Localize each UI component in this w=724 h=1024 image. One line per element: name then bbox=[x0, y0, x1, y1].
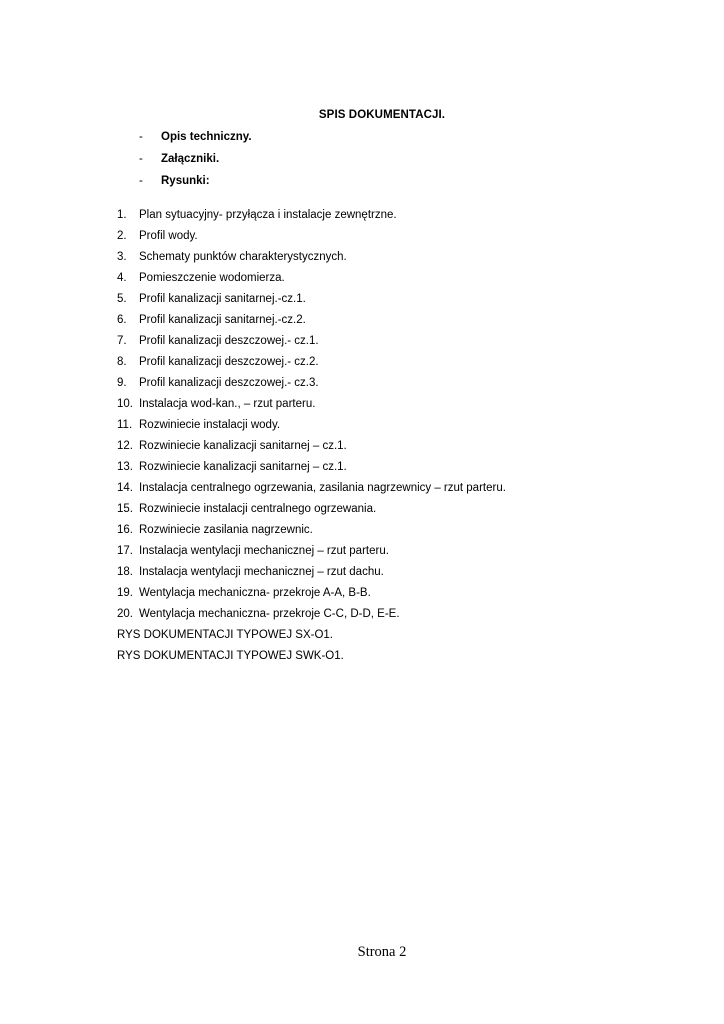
item-label: Pomieszczenie wodomierza. bbox=[139, 272, 285, 284]
item-number: 6. bbox=[117, 314, 127, 326]
dash: - bbox=[139, 131, 143, 143]
item-label: Instalacja wod-kan., – rzut parteru. bbox=[139, 398, 316, 410]
drawing-item bbox=[117, 585, 506, 606]
item-number: 4. bbox=[117, 272, 127, 284]
item-number: 10. bbox=[117, 398, 133, 410]
item-number: 13. bbox=[117, 461, 133, 473]
drawing-item bbox=[117, 438, 506, 459]
item-number: 16. bbox=[117, 524, 133, 536]
item-label: Rozwiniecie kanalizacji sanitarnej – cz.1. bbox=[139, 440, 347, 452]
dash: - bbox=[139, 175, 143, 187]
drawing-item bbox=[117, 396, 506, 417]
drawing-item bbox=[117, 522, 506, 543]
item-label: Profil kanalizacji sanitarnej.-cz.2. bbox=[139, 314, 306, 326]
drawing-item bbox=[117, 543, 506, 564]
item-label: Wentylacja mechaniczna- przekroje A-A, B-B. bbox=[139, 587, 371, 599]
item-number: 2. bbox=[117, 230, 127, 242]
item-label: Rozwiniecie instalacji wody. bbox=[139, 419, 281, 431]
drawing-item bbox=[117, 312, 506, 333]
item-number: 8. bbox=[117, 356, 127, 368]
item-label: Instalacja centralnego ogrzewania, zasilania nagrzewnicy – rzut parteru. bbox=[139, 482, 506, 494]
drawing-item bbox=[117, 270, 506, 291]
item-label: Rozwiniecie zasilania nagrzewnic. bbox=[139, 524, 313, 536]
drawing-item bbox=[117, 606, 506, 627]
item-number: 14. bbox=[117, 482, 133, 494]
drawing-item bbox=[117, 417, 506, 438]
section-label: Załączniki. bbox=[161, 153, 220, 165]
section-item bbox=[139, 151, 252, 173]
item-number: 11. bbox=[117, 419, 133, 431]
item-label: Instalacja wentylacji mechanicznej – rzut parteru. bbox=[139, 545, 389, 557]
drawing-item bbox=[117, 375, 506, 396]
section-item bbox=[139, 173, 252, 195]
item-number: 18. bbox=[117, 566, 133, 578]
item-number: 9. bbox=[117, 377, 127, 389]
item-number: 20. bbox=[117, 608, 133, 620]
drawing-item bbox=[117, 228, 506, 249]
page-title: SPIS DOKUMENTACJI. bbox=[318, 109, 446, 121]
section-label: Opis techniczny. bbox=[161, 131, 252, 143]
drawing-item bbox=[117, 459, 506, 480]
drawing-item bbox=[117, 501, 506, 522]
item-number: 5. bbox=[117, 293, 127, 305]
item-label: Profil wody. bbox=[139, 230, 198, 242]
item-number: 15. bbox=[117, 503, 133, 515]
item-label: Profil kanalizacji deszczowej.- cz.3. bbox=[139, 377, 319, 389]
item-label: Profil kanalizacji sanitarnej.-cz.1. bbox=[139, 293, 306, 305]
item-label: Rozwiniecie kanalizacji sanitarnej – cz.1. bbox=[139, 461, 347, 473]
item-number: 12. bbox=[117, 440, 133, 452]
drawing-item bbox=[117, 291, 506, 312]
drawing-list bbox=[117, 207, 506, 669]
drawing-item bbox=[117, 249, 506, 270]
dash: - bbox=[139, 153, 143, 165]
item-number: 17. bbox=[117, 545, 133, 557]
item-number: 19. bbox=[117, 587, 133, 599]
item-label: Plan sytuacyjny- przyłącza i instalacje zewnętrzne. bbox=[139, 209, 397, 221]
item-number: 7. bbox=[117, 335, 127, 347]
drawing-item bbox=[117, 333, 506, 354]
drawing-item bbox=[117, 564, 506, 585]
item-label: Rozwiniecie instalacji centralnego ogrzewania. bbox=[139, 503, 377, 515]
page-number: Strona 2 bbox=[357, 944, 407, 960]
item-number: 3. bbox=[117, 251, 127, 263]
drawing-item bbox=[117, 354, 506, 375]
item-label: Schematy punktów charakterystycznych. bbox=[139, 251, 347, 263]
item-label: Wentylacja mechaniczna- przekroje C-C, D-D, E-E. bbox=[139, 608, 400, 620]
drawing-item bbox=[117, 480, 506, 501]
item-number: 1. bbox=[117, 209, 127, 221]
typical-doc-item: RYS DOKUMENTACJI TYPOWEJ SX-O1. bbox=[117, 629, 333, 641]
item-label: Profil kanalizacji deszczowej.- cz.2. bbox=[139, 356, 319, 368]
typical-doc-item: RYS DOKUMENTACJI TYPOWEJ SWK-O1. bbox=[117, 650, 344, 662]
section-list bbox=[139, 129, 252, 195]
section-label: Rysunki: bbox=[161, 175, 210, 187]
item-label: Instalacja wentylacji mechanicznej – rzut dachu. bbox=[139, 566, 384, 578]
drawing-item bbox=[117, 207, 506, 228]
section-item bbox=[139, 129, 252, 151]
item-label: Profil kanalizacji deszczowej.- cz.1. bbox=[139, 335, 319, 347]
